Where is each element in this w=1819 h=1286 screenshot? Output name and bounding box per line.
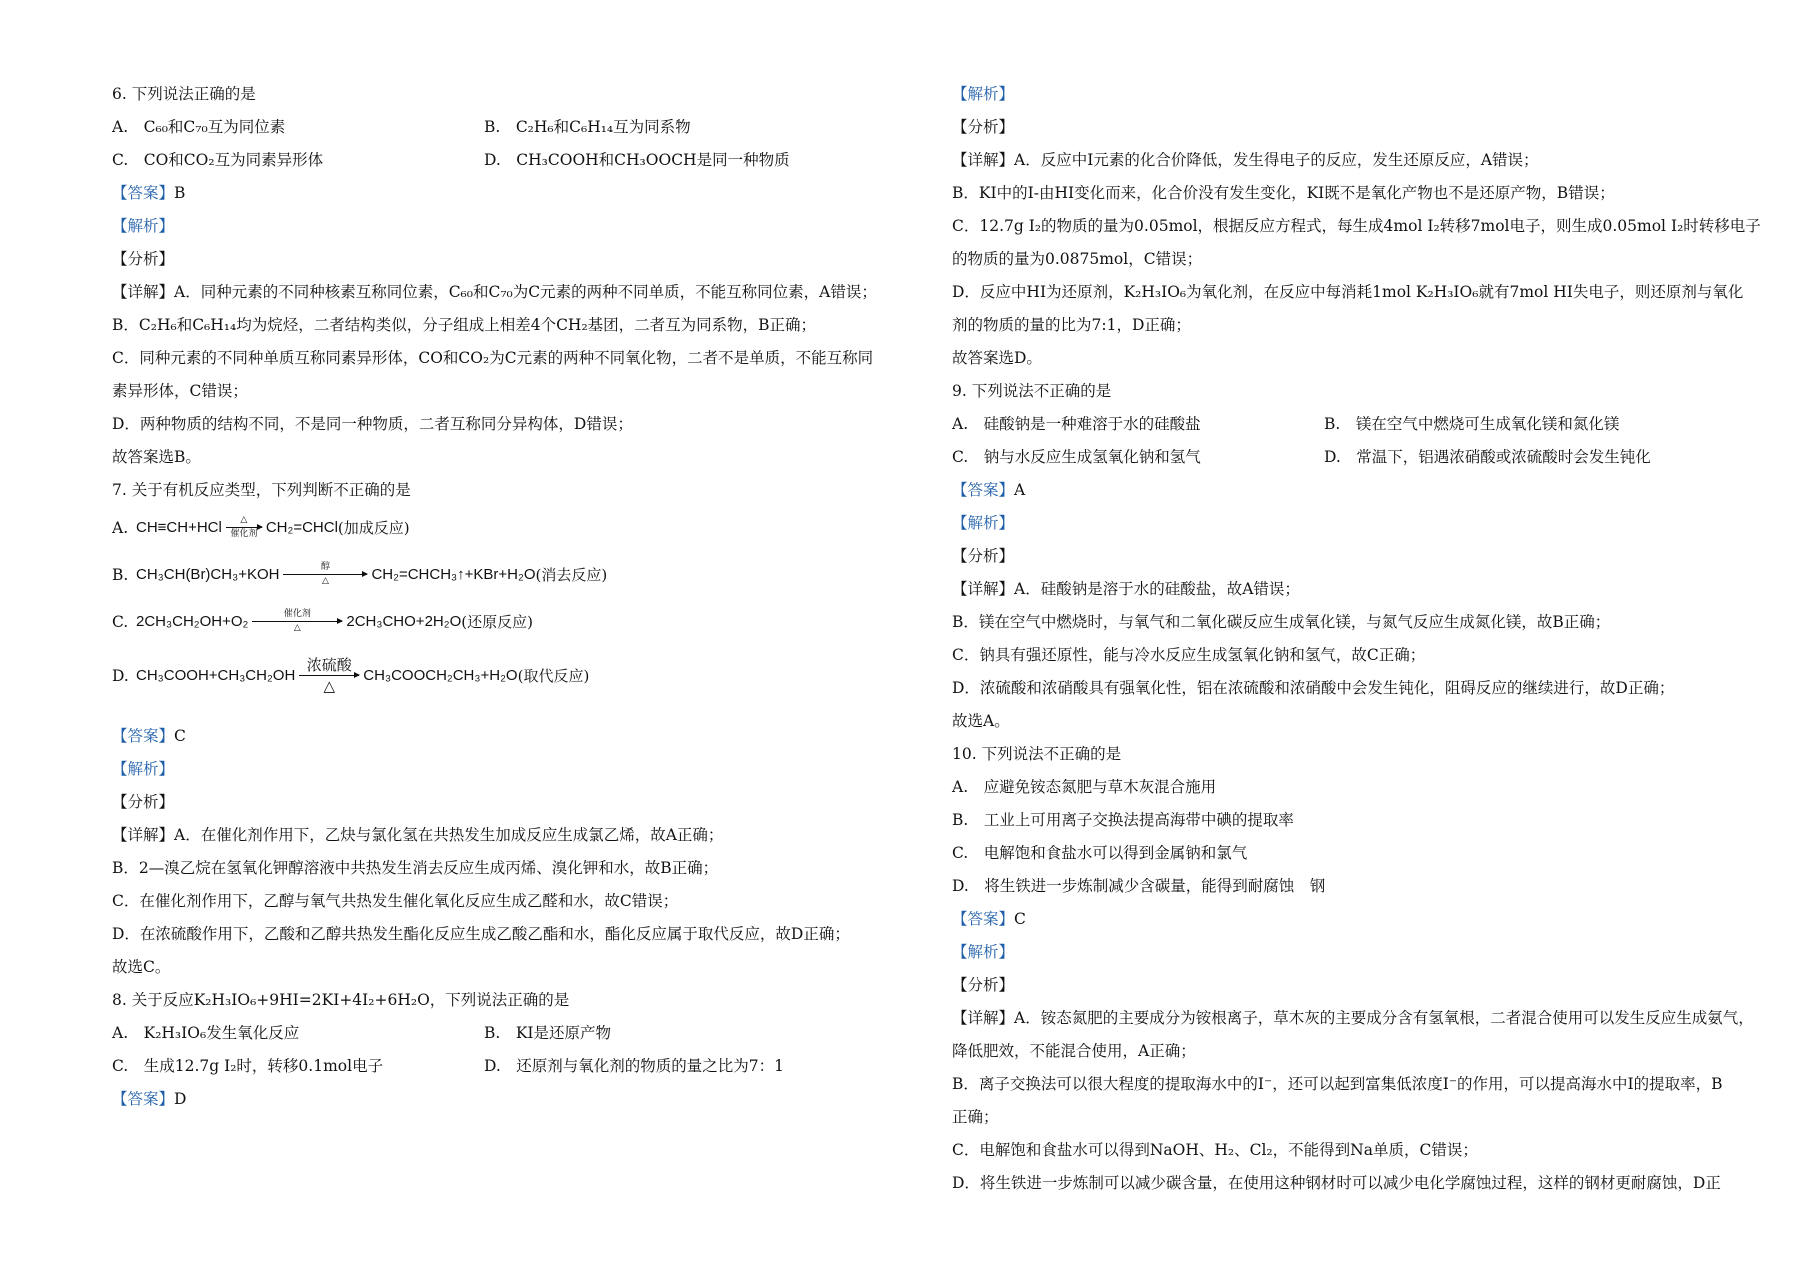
q8-conclusion: 故答案选D。 <box>952 349 1042 367</box>
q6-fenxi-tag: 【分析】 <box>112 250 175 268</box>
answer-value: D <box>174 1090 187 1108</box>
reaction-arrow <box>299 657 359 694</box>
q7-option-d <box>112 657 912 694</box>
q7-detail-2: B．2—溴乙烷在氢氧化钾醇溶液中共热发生消去反应生成丙烯、溴化钾和水，故B正确； <box>112 859 719 877</box>
question-10-stem: 10. 下列说法不正确的是 <box>952 745 1122 763</box>
q8-option-c: C. 生成12.7g I₂时，转移0.1mol电子 <box>112 1057 384 1075</box>
answer-tag: 【答案】 <box>112 1090 175 1108</box>
answer-tag: 【答案】 <box>952 910 1015 928</box>
q10-option-d: D. 将生铁进一步炼制减少含碳量，能得到耐腐蚀 钢 <box>952 877 1326 895</box>
q10-detail-3: B．离子交换法可以很大程度的提取海水中的I⁻，还可以起到富集低浓度I⁻的作用，可以提高海水中I的提取率，B <box>952 1075 1723 1093</box>
answer-value: B <box>174 184 186 202</box>
arrow-above-label: 浓硫酸 <box>306 656 352 674</box>
reactants: 2CH₃CH₂OH+O₂ <box>136 613 249 630</box>
q10-option-a: A. 应避免铵态氮肥与草木灰混合施用 <box>952 778 1217 796</box>
q9-option-b: B. 镁在空气中燃烧可生成氧化镁和氮化镁 <box>1324 415 1620 433</box>
q9-conclusion: 故选A。 <box>952 712 1010 730</box>
q8-detail-6: 剂的物质的量的比为7:1，D正确； <box>952 316 1191 334</box>
products: CH₂=CHCH₃↑+KBr+H₂O <box>371 566 536 583</box>
q10-answer <box>952 907 1772 931</box>
q6-option-b: B. C₂H₆和C₆H₁₄互为同系物 <box>484 118 691 136</box>
reaction-arrow <box>283 563 367 586</box>
q10-option-b: B. 工业上可用离子交换法提高海带中碘的提取率 <box>952 811 1294 829</box>
question-8-options-row-1 <box>112 1021 912 1045</box>
q9-detail-3: C．钠具有强还原性，能与冷水反应生成氢氧化钠和氢气，故C正确； <box>952 646 1426 664</box>
arrow-line <box>226 527 262 528</box>
q7-option-b <box>112 563 912 586</box>
option-label: B. <box>112 565 129 584</box>
answer-value: C <box>1014 910 1026 928</box>
q9-detail-4: D．浓硫酸和浓硝酸具有强氧化性，铝在浓硫酸和浓硝酸中会发生钝化，阻碍反应的继续进行，故D正确； <box>952 679 1675 697</box>
left-column <box>112 82 912 1120</box>
question-8-options-row-2 <box>112 1054 912 1078</box>
arrow-below-label: △ <box>293 623 301 633</box>
q6-detail-5: D．两种物质的结构不同，不是同一种物质，二者互称同分异构体，D错误； <box>112 415 633 433</box>
q10-detail-2: 降低肥效，不能混合使用，A正确； <box>952 1042 1196 1060</box>
q6-option-a: A. C₆₀和C₇₀互为同位素 <box>112 118 286 136</box>
arrow-below-label: △ <box>323 677 336 695</box>
reactants: CH₃CH(Br)CH₃+KOH <box>136 566 280 583</box>
right-column <box>952 82 1772 1204</box>
arrow-above-label: △ <box>240 515 248 525</box>
q10-detail-6: D．将生铁进一步炼制可以减少碳含量，在使用这种钢材时可以减少电化学腐蚀过程，这样的钢材更耐腐蚀，D正 <box>952 1174 1721 1192</box>
q7-option-c <box>112 610 912 633</box>
q8-option-b: B. KI是还原产物 <box>484 1024 612 1042</box>
reaction-type: (消去反应) <box>535 566 608 584</box>
reaction-type: (加成反应) <box>337 519 410 537</box>
arrow-above-label: 催化剂 <box>283 609 311 619</box>
q8-detail-2: B．KI中的I-由HI变化而来，化合价没有发生变化，KI既不是氧化产物也不是还原产物，B错误； <box>952 184 1615 202</box>
q9-option-c: C. 钠与水反应生成氢氧化钠和氢气 <box>952 448 1201 466</box>
reaction-type: (还原反应) <box>461 613 533 631</box>
q6-detail-3: C．同种元素的不同种单质互称同素异形体，CO和CO₂为C元素的两种不同氧化物，二者不是单质，不能互称同 <box>112 349 874 367</box>
q6-conclusion: 故答案选B。 <box>112 448 201 466</box>
q10-fenxi-tag: 【分析】 <box>952 976 1015 994</box>
q10-option-c: C. 电解饱和食盐水可以得到金属钠和氯气 <box>952 844 1248 862</box>
option-label: D. <box>112 666 129 685</box>
q10-detail-1: 【详解】A．铵态氮肥的主要成分为铵根离子，草木灰的主要成分含有氢氧根，二者混合使用可以发生反应生成氨气， <box>952 1009 1754 1027</box>
question-9-options-row-2 <box>952 445 1772 469</box>
arrow-below-label: 催化剂 <box>230 529 258 539</box>
q8-detail-3: C．12.7g I₂的物质的量为0.05mol，根据反应方程式，每生成4mol I₂转移7mol电子，则生成0.05mol I₂时转移电子 <box>952 217 1761 235</box>
q7-option-a <box>112 516 912 539</box>
option-label: C. <box>112 612 129 631</box>
reaction-arrow <box>226 516 262 539</box>
question-9-options-row-1 <box>952 412 1772 436</box>
reactants: CH₃COOH+CH₃CH₂OH <box>136 667 296 684</box>
arrow-below-label: △ <box>322 576 329 586</box>
q6-answer <box>112 181 912 205</box>
q7-detail-3: C．在催化剂作用下，乙醇与氧气共热发生催化氧化反应生成乙醛和水，故C错误； <box>112 892 679 910</box>
q9-detail-2: B．镁在空气中燃烧时，与氧气和二氧化碳反应生成氧化镁，与氮气反应生成氮化镁，故B正确； <box>952 613 1611 631</box>
arrow-line <box>299 675 359 676</box>
q10-analysis-tag: 【解析】 <box>952 943 1015 961</box>
answer-tag: 【答案】 <box>952 481 1015 499</box>
q8-detail-5: D．反应中HI为还原剂，K₂H₃IO₆为氧化剂，在反应中每消耗1mol K₂H₃IO₆就有7mol HI失电子，则还原剂与氧化 <box>952 283 1744 301</box>
reaction-type: (取代反应) <box>517 667 590 685</box>
answer-tag: 【答案】 <box>112 727 175 745</box>
reaction-arrow <box>252 610 342 633</box>
question-8-stem: 8. 关于反应K₂H₃IO₆+9HI=2KI+4I₂+6H₂O，下列说法正确的是 <box>112 991 570 1009</box>
question-6-stem: 6. 下列说法正确的是 <box>112 85 256 103</box>
answer-value: A <box>1014 481 1026 499</box>
products: 2CH₃CHO+2H₂O <box>346 613 462 630</box>
q9-option-d: D. 常温下，铝遇浓硝酸或浓硫酸时会发生钝化 <box>1324 448 1651 466</box>
q6-analysis-tag: 【解析】 <box>112 217 175 235</box>
q8-option-a: A. K₂H₃IO₆发生氧化反应 <box>112 1024 300 1042</box>
q6-detail-1: 【详解】A．同种元素的不同种核素互称同位素，C₆₀和C₇₀为C元素的两种不同单质，不能互称同位素，A错误； <box>112 283 877 301</box>
q9-analysis-tag: 【解析】 <box>952 514 1015 532</box>
answer-value: C <box>174 727 186 745</box>
q7-detail-4: D．在浓硫酸作用下，乙酸和乙醇共热发生酯化反应生成乙酸乙酯和水，酯化反应属于取代反应，故D正确； <box>112 925 850 943</box>
q6-detail-4: 素异形体，C错误； <box>112 382 248 400</box>
q10-detail-4: 正确； <box>952 1108 999 1126</box>
products: CH₂=CHCl <box>265 519 338 536</box>
question-6-options-row-2 <box>112 148 912 172</box>
arrow-line <box>252 621 342 622</box>
q7-answer <box>112 724 912 748</box>
q9-fenxi-tag: 【分析】 <box>952 547 1015 565</box>
arrow-above-label: 醇 <box>320 562 330 572</box>
q8-option-d: D. 还原剂与氧化剂的物质的量之比为7：1 <box>484 1057 785 1075</box>
q8-detail-1: 【详解】A．反应中I元素的化合价降低，发生得电子的反应，发生还原反应，A错误； <box>952 151 1539 169</box>
reactants: CH≡CH+HCl <box>136 519 222 536</box>
q7-detail-1: 【详解】A．在催化剂作用下，乙炔与氯化氢在共热发生加成反应生成氯乙烯，故A正确； <box>112 826 724 844</box>
question-9-stem: 9. 下列说法不正确的是 <box>952 382 1112 400</box>
q8-detail-4: 的物质的量为0.0875mol，C错误； <box>952 250 1203 268</box>
question-6-options-row-1 <box>112 115 912 139</box>
products: CH₃COOCH₂CH₃+H₂O <box>363 667 518 684</box>
q9-detail-1: 【详解】A．硅酸钠是溶于水的硅酸盐，故A错误； <box>952 580 1300 598</box>
q7-analysis-tag: 【解析】 <box>112 760 175 778</box>
question-7-stem: 7. 关于有机反应类型，下列判断不正确的是 <box>112 481 411 499</box>
answer-tag: 【答案】 <box>112 184 175 202</box>
q6-detail-2: B．C₂H₆和C₆H₁₄均为烷烃，二者结构类似，分子组成上相差4个CH₂基团，二者互为同系物，B正确； <box>112 316 817 334</box>
q7-conclusion: 故选C。 <box>112 958 171 976</box>
option-label: A. <box>112 518 129 537</box>
q9-answer <box>952 478 1772 502</box>
q7-fenxi-tag: 【分析】 <box>112 793 175 811</box>
q8-analysis-tag: 【解析】 <box>952 85 1015 103</box>
q6-option-d: D. CH₃COOH和CH₃OOCH是同一种物质 <box>484 151 790 169</box>
q9-option-a: A. 硅酸钠是一种难溶于水的硅酸盐 <box>952 415 1201 433</box>
q8-fenxi-tag: 【分析】 <box>952 118 1015 136</box>
q8-answer <box>112 1087 912 1111</box>
arrow-line <box>283 574 367 575</box>
q6-option-c: C. CO和CO₂互为同素异形体 <box>112 151 324 169</box>
q10-detail-5: C．电解饱和食盐水可以得到NaOH、H₂、Cl₂，不能得到Na单质，C错误； <box>952 1141 1478 1159</box>
